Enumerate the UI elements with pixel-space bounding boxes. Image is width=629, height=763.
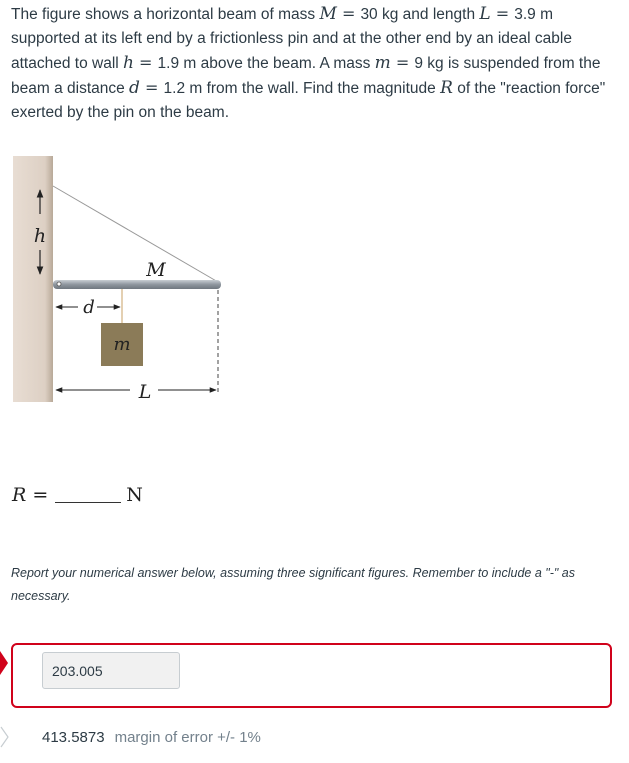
var-d: d <box>129 78 140 98</box>
label-L: L <box>138 381 152 403</box>
pin-icon <box>57 282 61 286</box>
margin-of-error-note: margin of error +/- 1% <box>114 729 261 746</box>
var-M: M <box>319 4 337 24</box>
value-h: 1.9 m above the beam. A mass <box>157 55 375 72</box>
value-d: 1.2 m from the wall. Find the magnitude <box>163 80 441 97</box>
answer-equals: = <box>32 484 49 506</box>
value-m: 9 kg is suspended from the beam a distance <box>11 55 601 97</box>
answer-variable: R <box>12 484 27 506</box>
correct-answer-value: 413.5873 <box>42 729 105 746</box>
answer-unit: N <box>126 484 143 506</box>
beam-figure <box>0 150 240 410</box>
instructions-text: Report your numerical answer below, assuming three significant figures. Remember to include a "-" as necessary. <box>11 566 575 603</box>
equals-sign: = <box>390 53 415 72</box>
label-m: m <box>113 334 131 355</box>
cable <box>53 186 218 282</box>
equals-sign: = <box>490 4 515 23</box>
var-R: R <box>440 78 453 98</box>
value-M: 30 kg and length <box>360 6 480 23</box>
var-m: m <box>374 53 391 73</box>
answer-line <box>12 484 143 506</box>
correct-answer-marker-icon <box>0 726 9 748</box>
beam <box>53 280 221 289</box>
equals-sign: = <box>133 53 158 72</box>
question-part: The figure shows a horizontal beam of mass <box>11 6 320 23</box>
var-L: L <box>479 4 491 24</box>
label-d: d <box>83 297 95 318</box>
label-h: h <box>33 225 47 247</box>
wall <box>13 156 53 402</box>
answer-blank <box>55 486 121 503</box>
question-end: of the "reaction force" exerted by the pin on the beam. <box>11 80 606 121</box>
equals-sign: = <box>336 4 361 23</box>
correct-answer <box>42 729 261 746</box>
answer-input[interactable] <box>42 652 180 689</box>
equals-sign: = <box>139 78 164 97</box>
var-h: h <box>123 53 134 73</box>
incorrect-marker-icon <box>0 651 8 675</box>
value-L: 3.9 m supported at its left end by a frictionless pin and at the other end by an ideal cable attached to wall <box>11 6 572 72</box>
question-text <box>11 2 619 125</box>
label-M: M <box>146 259 166 281</box>
